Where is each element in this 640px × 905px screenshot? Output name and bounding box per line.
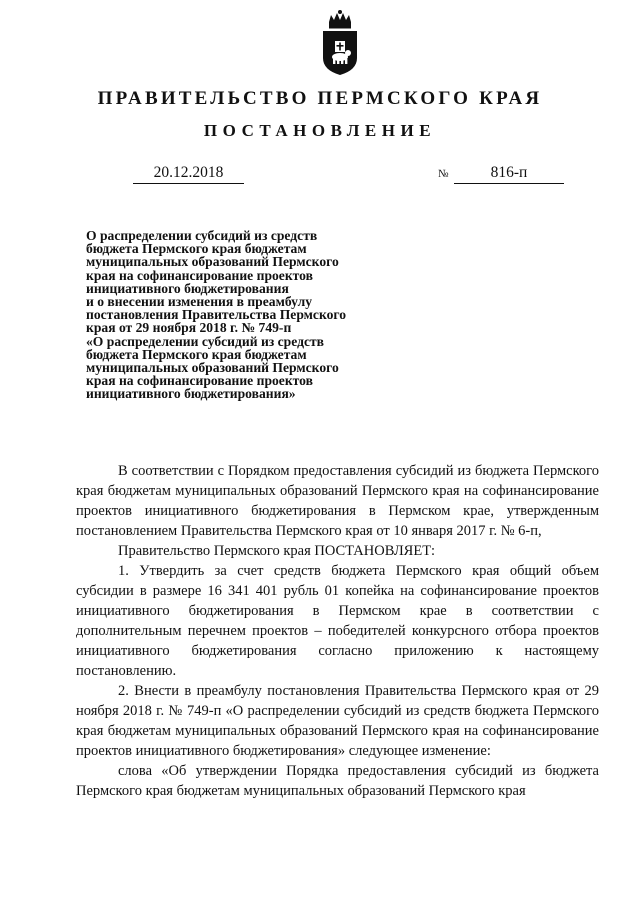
title-line: края на софинансирование проектов (86, 373, 313, 389)
document-date: 20.12.2018 (133, 163, 244, 184)
body-paragraph-item-1: 1. Утвердить за счет средств бюджета Пермского края общий объем субсидии в размере 16 341 401 рубль 01 копейка на софинансирование проектов инициативного бюджетирования в Пермском крае в соответствии с дополнительным перечнем проектов – победителей конкурсного отбора проектов инициативного бюджетирования согласно приложению к настоящему постановлению. (76, 563, 599, 679)
title-line: края от 29 ноября 2018 г. № 749-п (86, 320, 292, 336)
document-body (76, 461, 599, 801)
government-title: ПРАВИТЕЛЬСТВО ПЕРМСКОГО КРАЯ (97, 88, 543, 109)
document-number: 816-п (454, 163, 564, 184)
title-line: бюджета Пермского края бюджетам (86, 241, 307, 257)
title-line: «О распределении субсидий из средств (86, 333, 325, 349)
document-title (86, 229, 406, 401)
title-line: края на софинансирование проектов (86, 267, 313, 283)
title-line: инициативного бюджетирования» (86, 386, 296, 402)
body-paragraph-resolves: Правительство Пермского края ПОСТАНОВЛЯЕТ: (118, 543, 436, 559)
title-line: муниципальных образований Пермского (86, 360, 339, 376)
body-paragraph-item-2: 2. Внести в преамбулу постановления Правительства Пермского края от 29 ноября 2018 г. № 749-п «О распределении субсидий из средств бюджета Пермского края бюджетам муниципальных образований Пермского края на софинансирование проектов инициативного бюджетирования» следующее изменение: (76, 683, 599, 759)
title-line: О распределении субсидий из средств (86, 228, 318, 243)
title-line: инициативного бюджетирования (86, 280, 289, 296)
document-type: ПОСТАНОВЛЕНИЕ (203, 121, 437, 140)
number-sign: № (438, 168, 449, 180)
coat-of-arms-icon (319, 10, 361, 76)
body-paragraph-words: слова «Об утверждении Порядка предоставления субсидий из бюджета Пермского края бюджетам муниципальных образований Пермского края (76, 763, 599, 799)
title-line: постановления Правительства Пермского (86, 307, 347, 323)
title-line: муниципальных образований Пермского (86, 254, 339, 270)
body-paragraph-preamble: В соответствии с Порядком предоставления субсидий из бюджета Пермского края бюджетам муниципальных образований Пермского края на софинансирование проектов инициативного бюджетирования в Пермском крае, утвержденным постановлением Правительства Пермского края от 10 января 2017 г. № 6-п, (76, 463, 599, 539)
title-line: бюджета Пермского края бюджетам (86, 346, 307, 362)
title-line: и о внесении изменения в преамбулу (86, 294, 312, 310)
